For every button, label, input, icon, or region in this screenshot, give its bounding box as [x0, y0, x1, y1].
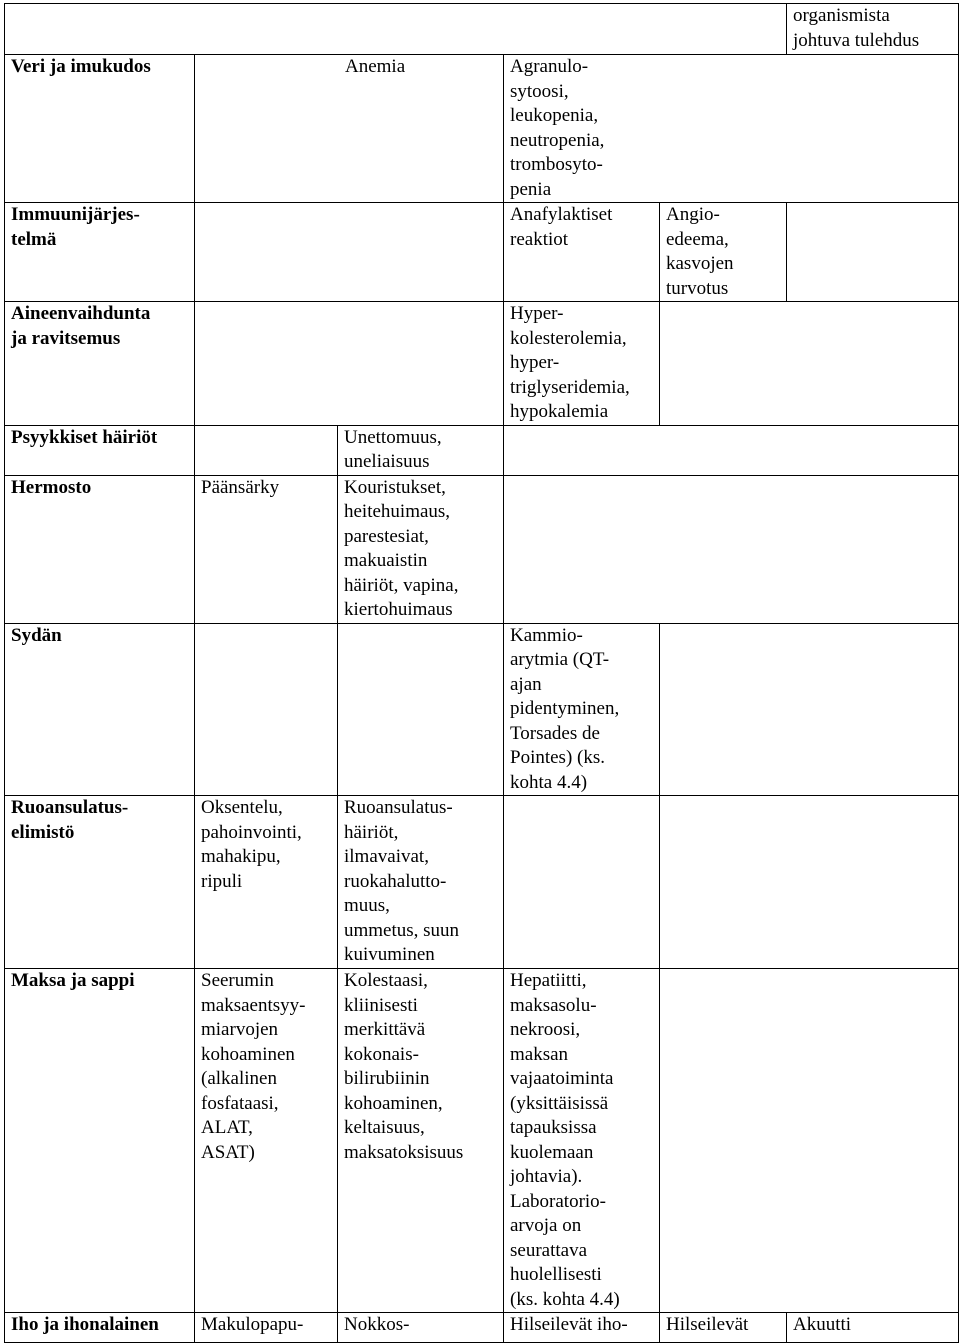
- table-row: [5, 203, 959, 302]
- table-row: [5, 969, 959, 1313]
- table-cell: Päänsärky: [195, 475, 338, 623]
- organ-class-cell: Ruoansulatus- elimistö: [5, 796, 195, 969]
- table-cell: Kouristukset, heitehuimaus, parestesiat, makuaistin häiriöt, vapina, kiertohuimaus: [338, 475, 504, 623]
- table-cell: [660, 969, 959, 1313]
- table-cell: Anafylaktiset reaktiot: [504, 203, 660, 302]
- table-cell: [504, 796, 660, 969]
- table-cell: Hepatiitti, maksasolu- nekroosi, maksan vajaatoiminta (yksittäisissä tapauksissa kuolemaan johtavia). Laboratorio- arvoja on seurattava huolellisesti (ks. kohta 4.4): [504, 969, 660, 1313]
- table-cell: Hilseilevät: [660, 1313, 787, 1343]
- table-cell: Angio- edeema, kasvojen turvotus: [660, 203, 787, 302]
- organ-class-cell: Maksa ja sappi: [5, 969, 195, 1313]
- table-cell: Nokkos-: [338, 1313, 504, 1343]
- organ-class-cell: Hermosto: [5, 475, 195, 623]
- table-cell: [5, 4, 787, 55]
- table-cell: Agranulo- sytoosi, leukopenia, neutropenia, trombosyto- penia: [504, 55, 959, 203]
- organ-class-cell: Aineenvaihdunta ja ravitsemus: [5, 302, 195, 426]
- organ-class-cell: Immuunijärjes- telmä: [5, 203, 195, 302]
- table-cell: Ruoansulatus- häiriöt, ilmavaivat, ruokahalutto- muus, ummetus, suun kuivuminen: [338, 796, 504, 969]
- table-cell: Oksentelu, pahoinvointi, mahakipu, ripuli: [195, 796, 338, 969]
- table-cell: Anemia: [195, 55, 504, 203]
- table-row: [5, 55, 959, 203]
- adverse-effects-table: [4, 3, 959, 1343]
- table-row: [5, 425, 959, 475]
- table-cell: Hyper- kolesterolemia, hyper- triglyseridemia, hypokalemia: [504, 302, 660, 426]
- table-cell: [195, 623, 338, 796]
- table-cell: [195, 302, 504, 426]
- organ-class-cell: Veri ja imukudos: [5, 55, 195, 203]
- table-cell: Seerumin maksaentsyy- miarvojen kohoaminen (alkalinen fosfataasi, ALAT, ASAT): [195, 969, 338, 1313]
- table-cell: [660, 623, 959, 796]
- table-cell: [660, 796, 959, 969]
- table-row: [5, 475, 959, 623]
- table-row: [5, 302, 959, 426]
- table-row: [5, 796, 959, 969]
- table-cell: Makulopapu-: [195, 1313, 338, 1343]
- table-row: [5, 623, 959, 796]
- table-cell: Unettomuus, uneliaisuus: [338, 425, 504, 475]
- table-cell: [195, 203, 504, 302]
- table-cell: organismista johtuva tulehdus: [787, 4, 959, 55]
- table-cell: Akuutti: [787, 1313, 959, 1343]
- table-cell: [338, 623, 504, 796]
- table-cell: Hilseilevät iho-: [504, 1313, 660, 1343]
- table-cell: [504, 475, 959, 623]
- table-cell: [504, 425, 959, 475]
- organ-class-cell: Psyykkiset häiriöt: [5, 425, 195, 475]
- table-cell: Kammio- arytmia (QT- ajan pidentyminen, Torsades de Pointes) (ks. kohta 4.4): [504, 623, 660, 796]
- table-row: [5, 4, 959, 55]
- organ-class-cell: Iho ja ihonalainen: [5, 1313, 195, 1343]
- table-cell: [660, 302, 959, 426]
- table-cell: [195, 425, 338, 475]
- table-cell: Kolestaasi, kliinisesti merkittävä kokonais- bilirubiinin kohoaminen, keltaisuus, maksatoksisuus: [338, 969, 504, 1313]
- table-cell: [787, 203, 959, 302]
- table-row: [5, 1313, 959, 1343]
- organ-class-cell: Sydän: [5, 623, 195, 796]
